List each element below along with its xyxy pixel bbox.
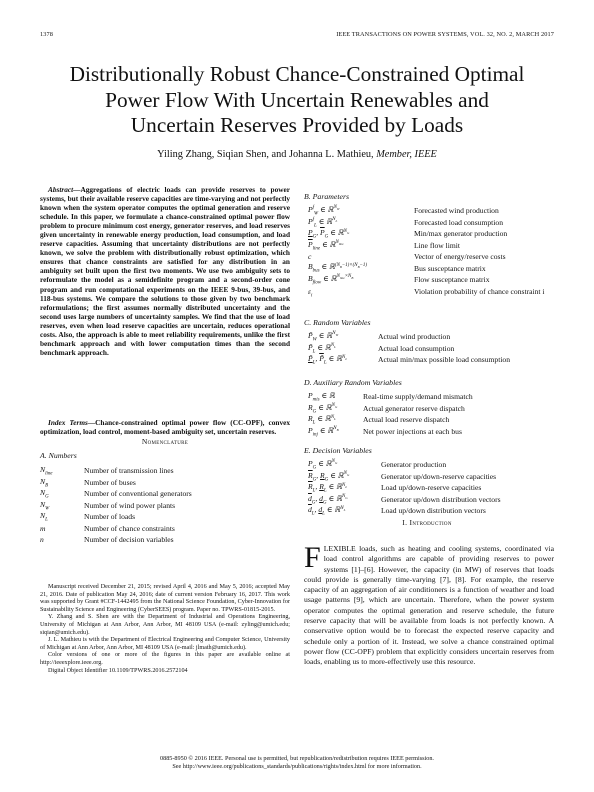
description: Generator production xyxy=(381,460,447,470)
abstract-label: Abstract xyxy=(48,185,74,194)
description: Actual load consumption xyxy=(378,343,455,353)
description: Real-time supply/demand mismatch xyxy=(363,392,473,402)
symbol: $\overline{d}_G$, $d_G$ ∈ ℝ$^{N_G}$ xyxy=(308,493,348,506)
symbol: c xyxy=(308,252,312,262)
symbol: $P^f_L$ ∈ ℝ$^{N_L}$ xyxy=(308,216,338,229)
auxiliary-variables-heading: D. Auxiliary Random Variables xyxy=(304,378,402,387)
symbol: $\overline{P}_{line}$ ∈ ℝ$^{N_{line}}$ xyxy=(308,239,344,252)
table-row xyxy=(308,459,501,471)
symbol: $P̃_L$ ∈ ℝ$^{N_L}$ xyxy=(308,342,336,355)
title-line: Distributionally Robust Chance-Constrained Optimal xyxy=(69,62,525,86)
description: Load up/down distribution vectors xyxy=(381,506,486,516)
description: Flow susceptance matrix xyxy=(414,275,490,285)
drop-cap: F xyxy=(304,541,321,574)
table-row xyxy=(308,240,556,252)
footnotes xyxy=(40,584,290,675)
description: Violation probability of chance constraint i xyxy=(414,287,545,297)
symbol: $N_G$ xyxy=(40,488,49,500)
page-number: 1378 xyxy=(40,31,53,38)
symbol: $\overline{R}_G$, $R_G$ ∈ ℝ$^{N_G}$ xyxy=(308,470,350,483)
table-row xyxy=(40,523,192,534)
table-row xyxy=(308,205,556,217)
table-row xyxy=(308,217,556,229)
table-row xyxy=(308,262,556,274)
table-row xyxy=(308,505,501,517)
introduction-body: LEXIBLE loads, such as heating and cooling systems, coordinated via load control algorithms are capable of providing reserves to power systems [1]–[6]. However, the capacity (in MW) of reserves that loads could provide is generally time-varying [7], [8]. For example, the reserve capacity of an aggregation of air conditioners is a function of weather and load usage patterns [9], which are uncertain. Therefore, when the power system operator computes the optimal generation and reserve schedule, the future reserve capacity that will be available from loads is not perfectly known. A conservative option would be to forecast the expected reserve capacity and schedule only a portion of it. Instead, we solve a chance constrained optimal power flow (CC-OPF) problem that explicitly considers uncertain reserves from loads, enabling us to more-effectively use this resource. xyxy=(304,544,554,667)
description: Actual load reserve dispatch xyxy=(363,415,450,425)
symbol: $\varepsilon_i$ xyxy=(308,287,313,299)
symbol: $\overline{R}_L$, $R_L$ ∈ ℝ$^{N_L}$ xyxy=(308,482,348,494)
author-membership: Member, IEEE xyxy=(376,149,437,160)
index-terms-label: Index Terms xyxy=(48,418,88,427)
description: Forecasted load consumption xyxy=(414,217,503,227)
description: Generator up/down distribution vectors xyxy=(381,494,501,504)
table-row xyxy=(40,511,192,523)
symbol: $P_{inj}$ ∈ ℝ$^{N_B}$ xyxy=(308,425,339,438)
author-names: Yiling Zhang, Siqian Shen, and Johanna L. Mathieu, xyxy=(157,149,374,160)
table-row xyxy=(40,500,192,512)
symbol: $R_G$ ∈ ℝ$^{N_G}$ xyxy=(308,402,338,415)
numbers-table xyxy=(40,465,192,545)
footnote: Color versions of one or more of the figures in this paper are available online at http://ieeexplore.ieee.org. xyxy=(40,652,290,666)
description: Min/max generator production xyxy=(414,229,508,239)
footnote: Digital Object Identifier 10.1109/TPWRS.2016.2572104 xyxy=(48,667,188,674)
index-terms xyxy=(40,418,290,436)
parameters-heading: B. Parameters xyxy=(304,192,350,201)
symbol: $\overline{d}_L$, $d_L$ ∈ ℝ$^{N_L}$ xyxy=(308,505,346,517)
table-row xyxy=(308,426,473,438)
nomenclature-heading: Nomenclature xyxy=(141,437,189,446)
description: Forecasted wind production xyxy=(414,206,499,216)
description: Actual wind production xyxy=(378,332,451,342)
decision-variables-table xyxy=(308,459,501,517)
table-row xyxy=(308,331,510,343)
symbol: m xyxy=(40,523,46,533)
table-row xyxy=(308,482,501,494)
table-row xyxy=(308,471,501,483)
table-row xyxy=(308,343,510,355)
description: Number of buses xyxy=(84,477,136,487)
table-row xyxy=(308,274,556,286)
footnote: J. L. Mathieu is with the Department of Electrical Engineering and Computer Science, University of Michigan at Ann Arbor, Ann Arbor, MI 48109 USA (e-mail: jlmath@umich.edu). xyxy=(40,637,290,651)
description: Actual min/max possible load consumption xyxy=(378,355,511,365)
symbol: $N_{line}$ xyxy=(40,465,53,477)
description: Number of chance constraints xyxy=(84,523,175,533)
symbol: $P^f_W$ ∈ ℝ$^{N_W}$ xyxy=(308,205,340,217)
paper-title xyxy=(20,62,574,139)
numbers-heading: A. Numbers xyxy=(40,451,77,460)
symbol: $N_W$ xyxy=(40,499,50,512)
footnote: Manuscript received December 21, 2015; revised April 4, 2016 and May 5, 2016; accepted May 21, 2016. Date of publication May 24, 2016; date of current version February 16, 2017. This work was supported by Grant #CCF-1442495 from the National Science Foundation, Cyber-Innovation for Sustainability Science and Engineering (CyberSEES) program. Paper no. TPWRS-01815-2015. xyxy=(40,584,290,613)
symbol: $N_B$ xyxy=(40,476,49,489)
auxiliary-variables-table xyxy=(308,391,473,437)
table-row xyxy=(308,391,473,403)
footnote: Y. Zhang and S. Shen are with the Department of Industrial and Operations Engineering, University of Michigan at Ann Arbor, Ann Arbor, MI 48109 USA (e-mail: zyling@umich.edu; siqian@umich.edu). xyxy=(40,614,290,636)
description: Bus susceptance matrix xyxy=(414,263,486,273)
parameters-table xyxy=(308,205,556,299)
symbol: $P̃_L$, $P̃_L$ ∈ ℝ$^{N_L}$ xyxy=(308,354,348,366)
title-line: Power Flow With Uncertain Renewables and xyxy=(105,87,489,112)
journal-header: IEEE TRANSACTIONS ON POWER SYSTEMS, VOL. 32, NO. 2, MARCH 2017 xyxy=(336,31,554,38)
table-row xyxy=(308,403,473,415)
description: Actual generator reserve dispatch xyxy=(363,403,465,413)
title-line: Uncertain Reserves Provided by Loads xyxy=(130,113,464,137)
description: Vector of energy/reserve costs xyxy=(414,252,506,262)
random-variables-table xyxy=(308,331,510,366)
table-row xyxy=(308,354,510,366)
symbol: $N_L$ xyxy=(40,511,48,523)
description: Number of loads xyxy=(84,512,136,522)
description: Generator up/down-reserve capacities xyxy=(381,471,497,481)
table-row xyxy=(308,228,556,240)
copyright-footer xyxy=(0,755,594,771)
table-row xyxy=(308,494,501,506)
table-row xyxy=(308,414,473,426)
authors xyxy=(0,149,594,160)
abstract-text: —Aggregations of electric loads can provide reserves to power systems, but their available reserve capacities are time-varying and not perfectly known when the system operator computes the optimal generation and reserve schedule. In this paper, we formulate a chance-constrained optimal power flow problem to procure minimum cost energy, generator reserves, and load reserves given uncertainty in renewable energy production, load consumption, and load reserve capacities. Assuming that uncertainty distributions are not perfectly known, we solve the problem with distributionally robust optimization, which ensures that chance constraints are satisfied for any distribution in an ambiguity set built upon the first two moments. We use two ambiguity sets to reformulate the model as a semidefinite program and a second-order cone program and run computational experiments on the IEEE 9-bus, 39-bus, and 118-bus systems. We compare the solutions to those given by two benchmark reformulations; the first assumes normally distributed uncertainty and the second uses large numbers of uncertainty samples. We find that the use of load reserves, even when load reserve capacities are uncertain, reduces operational costs. Also, the approach is able to meet reliability requirements, unlike the first benchmark approach and with lower computation times than the second benchmark approach. xyxy=(40,185,290,357)
description: Net power injections at each bus xyxy=(363,426,462,436)
symbol: $B_{bus}$ ∈ ℝ$^{(N_B-1)\times(N_B-1)}$ xyxy=(308,262,367,274)
decision-variables-heading: E. Decision Variables xyxy=(304,446,372,455)
description: Number of transmission lines xyxy=(84,466,174,476)
description: Number of conventional generators xyxy=(84,489,192,499)
introduction-heading: I. Introduction xyxy=(402,518,452,527)
symbol: $R_L$ ∈ ℝ$^{N_L}$ xyxy=(308,414,336,426)
symbol: $P_{mis}$ ∈ ℝ xyxy=(308,391,335,403)
symbol: $P̃_W$ ∈ ℝ$^{N_W}$ xyxy=(308,331,339,343)
table-row xyxy=(40,477,192,489)
table-row xyxy=(40,534,192,545)
symbol: $P_G$ ∈ ℝ$^{N_G}$ xyxy=(308,459,338,471)
symbol: n xyxy=(40,534,44,544)
random-variables-heading: C. Random Variables xyxy=(304,318,371,327)
table-row xyxy=(40,488,192,500)
description: Number of decision variables xyxy=(84,534,174,544)
abstract xyxy=(40,185,290,357)
symbol: $P_G$, $\overline{P}_G$ ∈ ℝ$^{N_G}$ xyxy=(308,228,350,240)
table-row xyxy=(308,251,556,262)
copyright-line: 0885-8950 © 2016 IEEE. Personal use is permitted, but republication/redistribution requires IEEE permission. xyxy=(160,755,434,762)
copyright-line: See http://www.ieee.org/publications_standards/publications/rights/index.html for more information. xyxy=(172,763,422,771)
introduction-text xyxy=(304,541,554,668)
description: Number of wind power plants xyxy=(84,500,176,510)
description: Line flow limit xyxy=(414,240,460,250)
symbol: $B_{flow}$ ∈ ℝ$^{N_{line}\times N_B}$ xyxy=(308,273,354,286)
table-row xyxy=(40,465,192,477)
description: Load up/down-reserve capacities xyxy=(381,483,482,493)
index-terms-text: —Chance-constrained optimal power flow (CC-OPF), convex optimization, load control, moment-based ambiguity set, uncertain reserves. xyxy=(40,418,291,437)
table-row xyxy=(308,285,556,299)
